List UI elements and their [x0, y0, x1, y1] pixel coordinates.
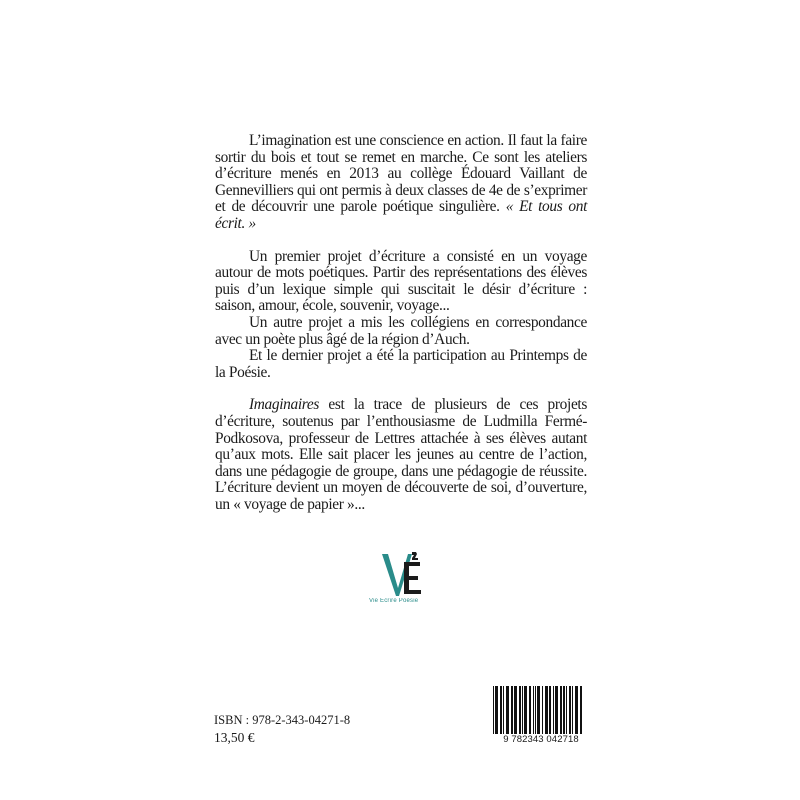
- barcode-bar: [572, 686, 573, 734]
- paragraph-second-project: Un autre projet a mis les collégiens en correspondance avec un poète plus âgé de la région d’Auch.: [215, 313, 587, 348]
- paragraph-last-project: Et le dernier projet a été la participation au Printemps de la Poésie.: [215, 347, 587, 381]
- barcode-bar: [529, 686, 531, 734]
- barcode-bar: [495, 686, 498, 734]
- barcode-bar: [493, 686, 494, 734]
- publisher-logo: [368, 548, 448, 620]
- barcode-bar: [519, 686, 521, 734]
- barcode-bar: [569, 686, 571, 734]
- barcode-bar: [549, 686, 551, 734]
- barcode-bar: [555, 686, 558, 734]
- barcode-bar: [566, 686, 567, 734]
- back-cover-text: [215, 133, 587, 513]
- barcode-bar: [575, 686, 578, 734]
- barcode-bar: [524, 686, 527, 734]
- barcode-bar: [511, 686, 513, 734]
- paragraph-first-project: Un premier projet d’écriture a consisté en un voyage autour de mots poétiques. Partir des représentations des élèves puis d’un lexique simple qui suscitait le désir d’écriture : saison, amour, école, souvenir, voyage...: [215, 247, 587, 315]
- barcode-icon: [491, 686, 591, 734]
- barcode-number: 9 782343 042718: [503, 734, 579, 745]
- barcode-bar: [542, 686, 543, 734]
- barcode-bar: [553, 686, 554, 734]
- barcode-bar: [560, 686, 562, 734]
- paragraph-imaginaires-text: est la trace de plusieurs de ces projets d’écriture, soutenus par l’enthousiasme de Ludmilla Fermé-Podkosova, professeur de Lettres attachée à ses élèves autant qu’aux mots. Elle sait placer les jeunes au centre de l’action, dans une pédagogie de groupe, dans une pédagogie de réussite. L’écriture devient un moyen de découverte de soi, d’ouverture, un « voyage de papier »...: [215, 396, 587, 513]
- paragraph-intro: [215, 133, 587, 233]
- barcode-bar: [563, 686, 565, 734]
- quote-italic: « Et tous ont écrit. »: [215, 198, 587, 232]
- paragraph-intro-text: L’imagination est une conscience en action. Il faut la faire sortir du bois et tout se remet en marche. Ce sont les ateliers d’écriture menés en 2013 au collège Édouard Vaillant de Gennevilliers qui ont permis à deux classes de 4e de s’exprimer et de découvrir une parole poétique singulière.: [215, 132, 587, 216]
- publisher-logo-icon: [368, 548, 448, 600]
- price-label: 13,50 €: [214, 730, 255, 745]
- barcode-bar: [545, 686, 548, 734]
- paragraph-imaginaires: [215, 397, 587, 513]
- barcode-bar: [514, 686, 517, 734]
- isbn-label: ISBN : 978-2-343-04271-8: [214, 713, 351, 727]
- book-title-italic: Imaginaires: [249, 396, 319, 414]
- barcode-bar: [506, 686, 509, 734]
- barcode-bar: [580, 686, 582, 734]
- barcode-bar: [535, 686, 536, 734]
- barcode-bar: [503, 686, 504, 734]
- barcode-bar: [522, 686, 523, 734]
- barcode-bar: [537, 686, 540, 734]
- barcode-bar: [500, 686, 502, 734]
- barcode-bar: [533, 686, 534, 734]
- publisher-logo-caption: Vie Écrire Poésie: [369, 598, 419, 604]
